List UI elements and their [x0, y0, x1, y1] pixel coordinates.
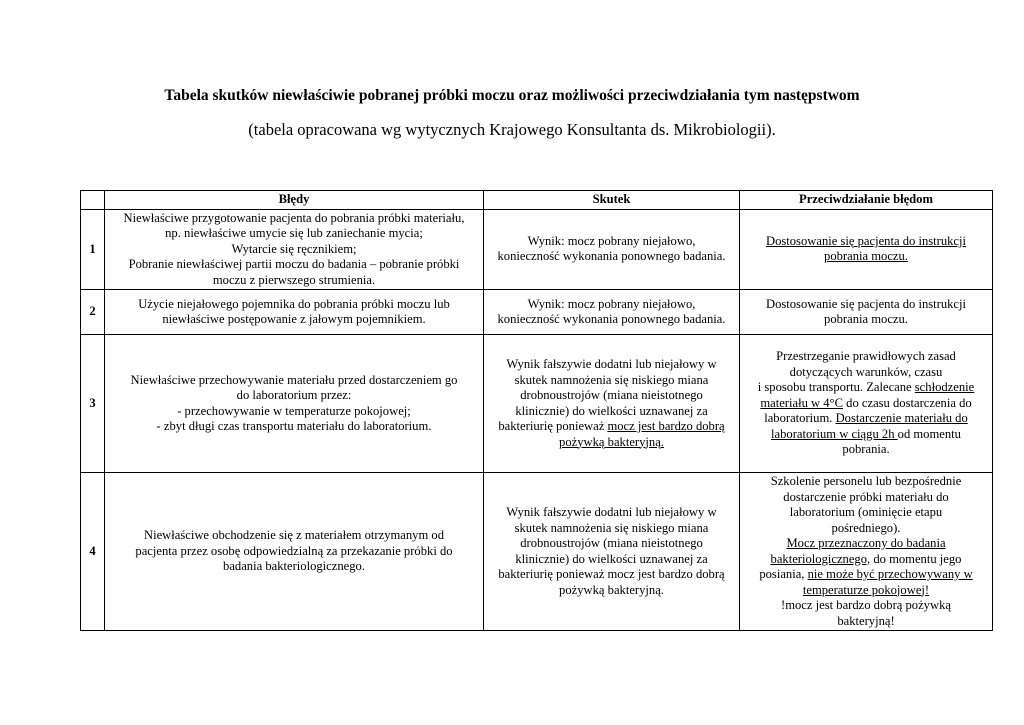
effect-line: konieczność wykonania ponownego badania. [497, 312, 726, 326]
errors-line: niewłaściwe postępowanie z jałowym pojemnikiem. [162, 312, 426, 326]
effect-text: bakteriurię ponieważ [498, 419, 608, 433]
row-number: 1 [81, 209, 105, 290]
effect-line: pożywką bakteryjną. [559, 434, 664, 449]
row-number: 4 [81, 473, 105, 631]
prevention-line: Szkolenie personelu lub bezpośrednie [770, 474, 962, 488]
header-errors: Błędy [105, 191, 484, 210]
effect-cell [484, 473, 740, 631]
prevention-line: Mocz przeznaczony do badania [786, 536, 946, 550]
table-row [81, 209, 993, 290]
prevention-underlined-text: nie może być przechowywany w [807, 567, 973, 581]
prevention-line: pobrania moczu. [824, 312, 908, 326]
prevention-line [744, 567, 988, 583]
errors-line: pacjenta przez osobę odpowiedzialną za przekazanie próbki do [135, 543, 453, 558]
table-row [81, 473, 993, 631]
prevention-text: laboratorium. [764, 411, 836, 426]
effect-line: pożywką bakteryjną. [559, 582, 664, 597]
prevention-text: od momentu [897, 426, 961, 441]
errors-line: - zbyt długi czas transportu materiału do laboratorium. [156, 419, 432, 433]
errors-cell [105, 209, 484, 290]
effect-line: Wynik: mocz pobrany niejałowo, [527, 296, 696, 311]
prevention-text: posiania, [759, 567, 808, 581]
document-subtitle: (tabela opracowana wg wytycznych Krajowego Konsultanta ds. Mikrobiologii). [248, 120, 776, 139]
effect-line: bakteriurię ponieważ mocz jest bardzo dobrą [498, 567, 725, 581]
errors-line: do laboratorium przez: [236, 388, 352, 402]
effect-line: skutek namnożenia się niskiego miana [514, 520, 709, 535]
errors-line: Użycie niejałowego pojemnika do pobrania próbki moczu lub [138, 296, 450, 311]
errors-line: Niewłaściwe przygotowanie pacjenta do pobrania próbki materiału, [123, 210, 465, 225]
effect-line: konieczność wykonania ponownego badania. [497, 249, 726, 264]
errors-line: Niewłaściwe obchodzenie się z materiałem otrzymanym od [143, 528, 445, 543]
errors-cell [105, 335, 484, 473]
prevention-text: do momentu jego [870, 551, 962, 566]
prevention-underlined-text: Dostarczenie materiału do [835, 411, 968, 426]
effect-line: Wynik fałszywie dodatni lub niejałowy w [506, 357, 717, 371]
prevention-cell [740, 209, 993, 290]
effects-table [80, 190, 993, 631]
errors-cell [105, 290, 484, 335]
document-title: Tabela skutków niewłaściwie pobranej próbki moczu oraz możliwości przeciwdziałania tym następstwom [164, 87, 860, 104]
prevention-line: Przestrzeganie prawidłowych zasad [776, 349, 956, 364]
prevention-line: pobrania moczu. [824, 249, 908, 264]
errors-line: Wytarcie się ręcznikiem; [231, 241, 357, 256]
effect-line [488, 419, 735, 435]
prevention-line [744, 396, 988, 412]
errors-line: Niewłaściwe przechowywanie materiału przed dostarczeniem go [130, 372, 458, 387]
prevention-line: dostarczenie próbki materiału do [783, 489, 949, 504]
prevention-line [744, 552, 988, 568]
effect-line: skutek namnożenia się niskiego miana [514, 372, 709, 387]
prevention-line: pośredniego). [831, 520, 901, 535]
errors-cell [105, 473, 484, 631]
prevention-underlined-text: schłodzenie [914, 380, 975, 395]
row-number: 3 [81, 335, 105, 473]
prevention-underlined-text: materiału w 4°C [760, 395, 843, 410]
header-effect: Skutek [484, 191, 740, 210]
header-prevention: Przeciwdziałanie błędom [740, 191, 993, 210]
effect-line: Wynik: mocz pobrany niejałowo, [527, 233, 696, 248]
errors-line: badania bakteriologicznego. [223, 559, 365, 574]
effect-line: drobnoustrojów (miana nieistotnego [520, 388, 703, 402]
prevention-line: Dostosowanie się pacjenta do instrukcji [765, 233, 967, 248]
prevention-line [744, 427, 988, 443]
effect-line: klinicznie) do wielkości uznawanej za [515, 551, 708, 566]
table-header-row [81, 191, 993, 210]
prevention-cell [740, 290, 993, 335]
effect-line: klinicznie) do wielkości uznawanej za [515, 403, 708, 418]
row-number: 2 [81, 290, 105, 335]
effect-cell [484, 335, 740, 473]
prevention-line: bakteryjną! [837, 613, 895, 628]
errors-line: Pobranie niewłaściwej partii moczu do badania – pobranie próbki [128, 257, 460, 271]
prevention-line: temperaturze pokojowej! [802, 582, 930, 597]
prevention-cell [740, 473, 993, 631]
prevention-text: do czasu dostarczenia do [843, 395, 972, 410]
header-number [81, 191, 105, 210]
errors-line: np. niewłaściwe umycie się lub zaniechanie mycia; [165, 226, 423, 240]
prevention-line: laboratorium (ominięcie etapu [789, 505, 943, 519]
effect-underlined-text: mocz jest bardzo dobrą [607, 419, 725, 433]
effect-line: Wynik fałszywie dodatni lub niejałowy w [506, 505, 717, 519]
prevention-underlined-text: bakteriologicznego, [770, 551, 871, 566]
prevention-underlined-text: laboratorium w ciągu 2h [771, 426, 898, 441]
prevention-line: dotyczących warunków, czasu [789, 364, 943, 379]
prevention-line: !mocz jest bardzo dobrą pożywką [781, 598, 951, 612]
table-row [81, 290, 993, 335]
errors-line: moczu z pierwszego strumienia. [212, 272, 376, 287]
prevention-text: i sposobu transportu. Zalecane [757, 380, 915, 395]
table-row [81, 335, 993, 473]
prevention-line [744, 411, 988, 427]
prevention-cell [740, 335, 993, 473]
effect-cell [484, 209, 740, 290]
prevention-line: Dostosowanie się pacjenta do instrukcji [765, 296, 967, 311]
effect-cell [484, 290, 740, 335]
prevention-line: pobrania. [842, 442, 890, 457]
prevention-line [744, 380, 988, 396]
errors-line: - przechowywanie w temperaturze pokojowej; [177, 403, 411, 418]
effect-line: drobnoustrojów (miana nieistotnego [520, 536, 703, 550]
